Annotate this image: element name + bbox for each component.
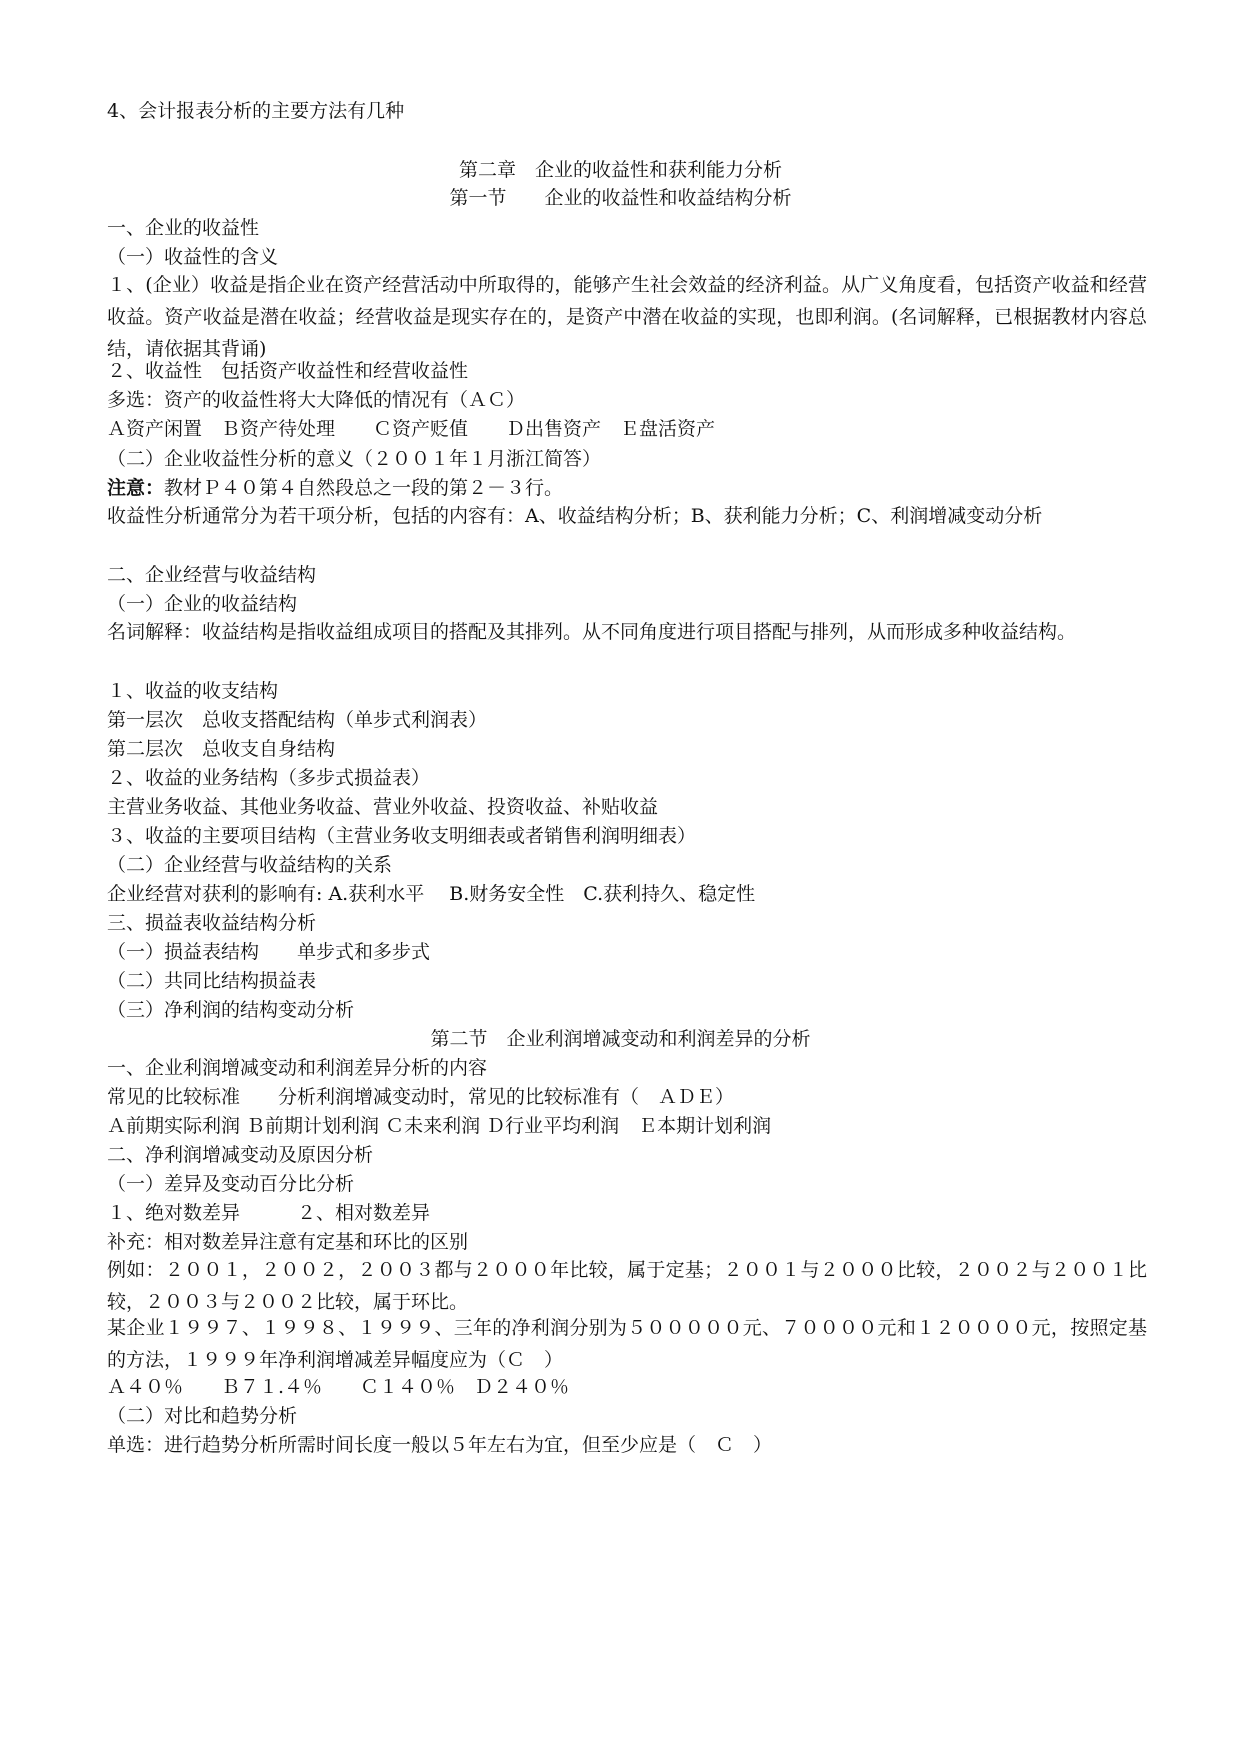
section-2-title: 第二节 企业利润增减变动和利润差异的分析 [430,1028,811,1050]
chapter-title: 第二章 企业的收益性和获利能力分析 [458,159,782,181]
paragraph-analysis-content: 收益性分析通常分为若干项分析，包括的内容有：A、收益结构分析；B、获利能力分析；C、利润增减变动分析 [107,505,1043,527]
paragraph-example: 例如：２００１，２００２，２００３都与２０００年比较，属于定基；２００１与２０００比较，２００２与２００１比较，２００３与２００２比较，属于环比。 [107,1259,1147,1313]
item-business-structure: ２、收益的业务结构（多步式损益表） [107,767,431,789]
item-business-list: 主营业务收益、其他业务收益、营业外收益、投资收益、补贴收益 [107,796,659,818]
paragraph-profitability: ２、收益性 包括资产收益性和经营收益性 [107,360,469,382]
subheading-analysis-significance: （二）企业收益性分析的意义（２００１年１月浙江简答） [107,448,602,470]
subheading-income-meaning: （一）收益性的含义 [107,246,279,268]
multiple-choice-options-3: Ａ４０％ Ｂ７１.４％ Ｃ１４０％ Ｄ２４０％ [107,1376,570,1398]
section-1-title: 第一节 企业的收益性和收益结构分析 [449,187,792,209]
multiple-choice-options-1: Ａ资产闲置 Ｂ资产待处理 Ｃ资产贬值 Ｄ出售资产 Ｅ盘活资产 [107,418,716,440]
multiple-choice-options-2: Ａ前期实际利润 Ｂ前期计划利润 Ｃ未来利润 Ｄ行业平均利润 Ｅ本期计划利润 [107,1115,772,1137]
item-main-items-structure: ３、收益的主要项目结构（主营业务收支明细表或者销售利润明细表） [107,825,697,847]
item-level-1: 第一层次 总收支搭配结构（单步式利润表） [107,709,488,731]
single-choice-question: 单选：进行趋势分析所需时间长度一般以５年左右为宜，但至少应是（ Ｃ ） [107,1434,773,1456]
item-level-2: 第二层次 总收支自身结构 [107,738,336,760]
item-income-expense-structure: １、收益的收支结构 [107,680,279,702]
subheading-net-profit-structure: （三）净利润的结构变动分析 [107,999,355,1021]
item-operations-impact: 企业经营对获利的影响有: A.获利水平 B.财务安全性 C.获利持久、稳定性 [107,883,756,905]
note-label: 注意： [107,477,165,499]
heading-operations-structure: 二、企业经营与收益结构 [107,564,317,586]
subheading-trend-analysis: （二）对比和趋势分析 [107,1405,298,1427]
subheading-income-structure: （一）企业的收益结构 [107,593,298,615]
paragraph-structure-definition: 名词解释：收益结构是指收益组成项目的搭配及其排列。从不同角度进行项目搭配与排列，从而形成多种收益结构。 [107,621,1077,643]
subheading-operations-relation: （二）企业经营与收益结构的关系 [107,854,393,876]
note-line [107,475,1147,501]
item-supplement: 补充：相对数差异注意有定基和环比的区别 [107,1231,469,1253]
heading-income-statement: 三、损益表收益结构分析 [107,912,317,934]
subheading-statement-structure: （一）损益表结构 单步式和多步式 [107,941,431,963]
heading-income: 一、企业的收益性 [107,217,260,239]
heading-net-profit-change: 二、净利润增减变动及原因分析 [107,1144,374,1166]
multiple-choice-question-2: 常见的比较标准 分析利润增减变动时，常见的比较标准有（ ＡＤＥ） [107,1086,735,1108]
note-text: 教材Ｐ４０第４自然段总之一段的第２－３行。 [164,477,564,499]
subheading-difference-analysis: （一）差异及变动百分比分析 [107,1173,355,1195]
paragraph-company-question: 某企业１９９７、１９９８、１９９９、三年的净利润分别为５０００００元、７００００元和１２００００元，按照定基的方法，１９９９年净利润增减差异幅度应为（Ｃ ） [107,1317,1147,1371]
multiple-choice-question-1: 多选：资产的收益性将大大降低的情况有（ＡＣ） [107,389,526,411]
question-4: 4、会计报表分析的主要方法有几种 [107,100,405,122]
heading-profit-change-content: 一、企业利润增减变动和利润差异分析的内容 [107,1057,488,1079]
subheading-common-size: （二）共同比结构损益表 [107,970,317,992]
paragraph-income-definition: １、(企业）收益是指企业在资产经营活动中所取得的，能够产生社会效益的经济利益。从广义角度看，包括资产收益和经营收益。资产收益是潜在收益；经营收益是现实存在的，是资产中潜在收益的实现，也即利润。(名词解释，已根据教材内容总结，请依据其背诵) [107,274,1147,360]
item-difference-types: １、绝对数差异 ２、相对数差异 [107,1202,431,1224]
